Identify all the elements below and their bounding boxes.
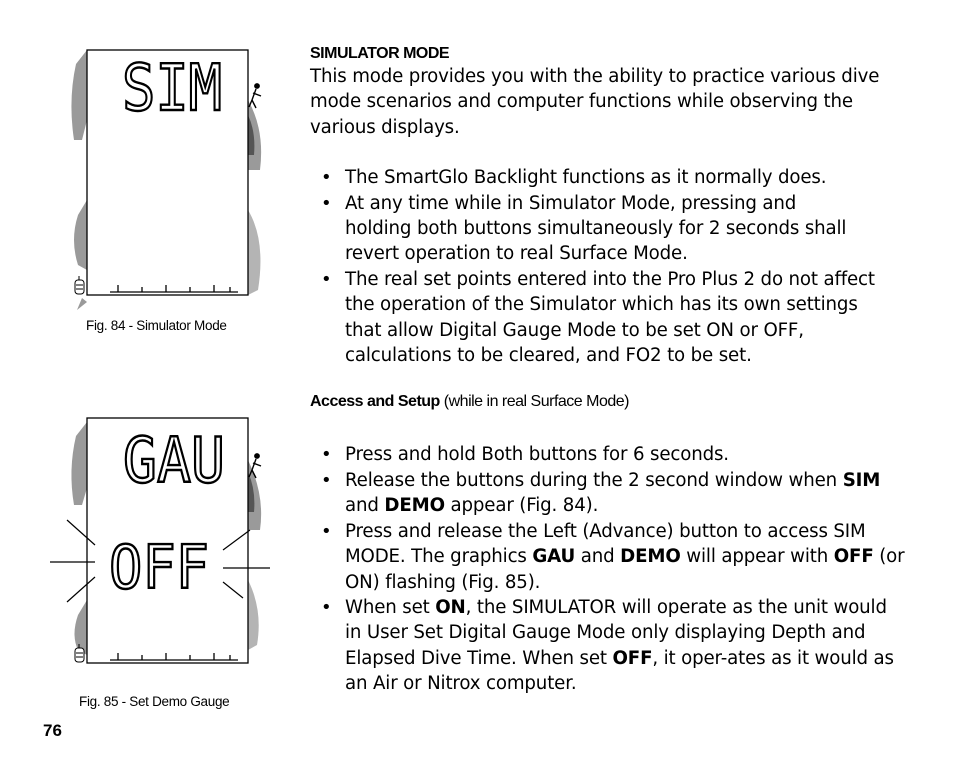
section-heading: SIMULATOR MODE <box>310 45 450 62</box>
figure-caption: Fig. 84 - Simulator Mode <box>86 318 227 333</box>
setup-steps-list <box>310 442 905 696</box>
feature-list <box>310 165 880 368</box>
list-item: • Release the buttons during the 2 second window when SIM and DEMO appear (Fig. 84). <box>310 468 900 519</box>
page-number: 76 <box>43 721 62 740</box>
diver-icon <box>249 84 261 108</box>
subsection-note: (while in real Surface Mode) <box>443 393 629 411</box>
dive-computer-display <box>45 410 285 710</box>
lcd-top-text: SIM <box>122 52 222 126</box>
intro-paragraph: This mode provides you with the ability to practice various dive mode scenarios and computer functions while observing the various displays. <box>310 66 880 138</box>
list-item: • The real set points entered into the Pro Plus 2 do not affect the operation of the Simulator which has its own settings that allow Digital Gauge Mode to be set ON or OFF, calculations to be cleared, and FO2 to be set. <box>310 267 880 369</box>
tank-icon <box>75 276 84 294</box>
dive-computer-display <box>60 40 280 340</box>
list-item: • When set ON, the SIMULATOR will operate as the unit would in User Set Digital Gauge Mode only displaying Depth and Elapsed Dive Time. When set OFF, it oper-ates as it would as an Air or Nitrox computer. <box>310 595 900 697</box>
list-item: • Press and hold Both buttons for 6 seconds. <box>310 442 890 467</box>
subsection-heading <box>310 392 910 412</box>
subsection-title: Access and Setup <box>310 393 440 411</box>
diver-icon <box>249 454 261 478</box>
figure-caption: Fig. 85 - Set Demo Gauge <box>79 694 230 709</box>
lcd-bottom-text: OFF <box>109 533 209 603</box>
lcd-top-text: GAU <box>123 424 225 497</box>
list-item: • At any time while in Simulator Mode, pressing and holding both buttons simultaneously for 2 seconds shall revert operation to real Surface Mode. <box>310 191 865 267</box>
list-item: • The SmartGlo Backlight functions as it normally does. <box>310 165 880 190</box>
figure-84 <box>60 40 280 340</box>
list-item: • Press and release the Left (Advance) button to access SIM MODE. The graphics GAU and DEMO will appear with OFF (or ON) flashing (Fig. 85). <box>310 519 925 595</box>
figure-85 <box>45 410 285 710</box>
body-text <box>310 44 910 697</box>
